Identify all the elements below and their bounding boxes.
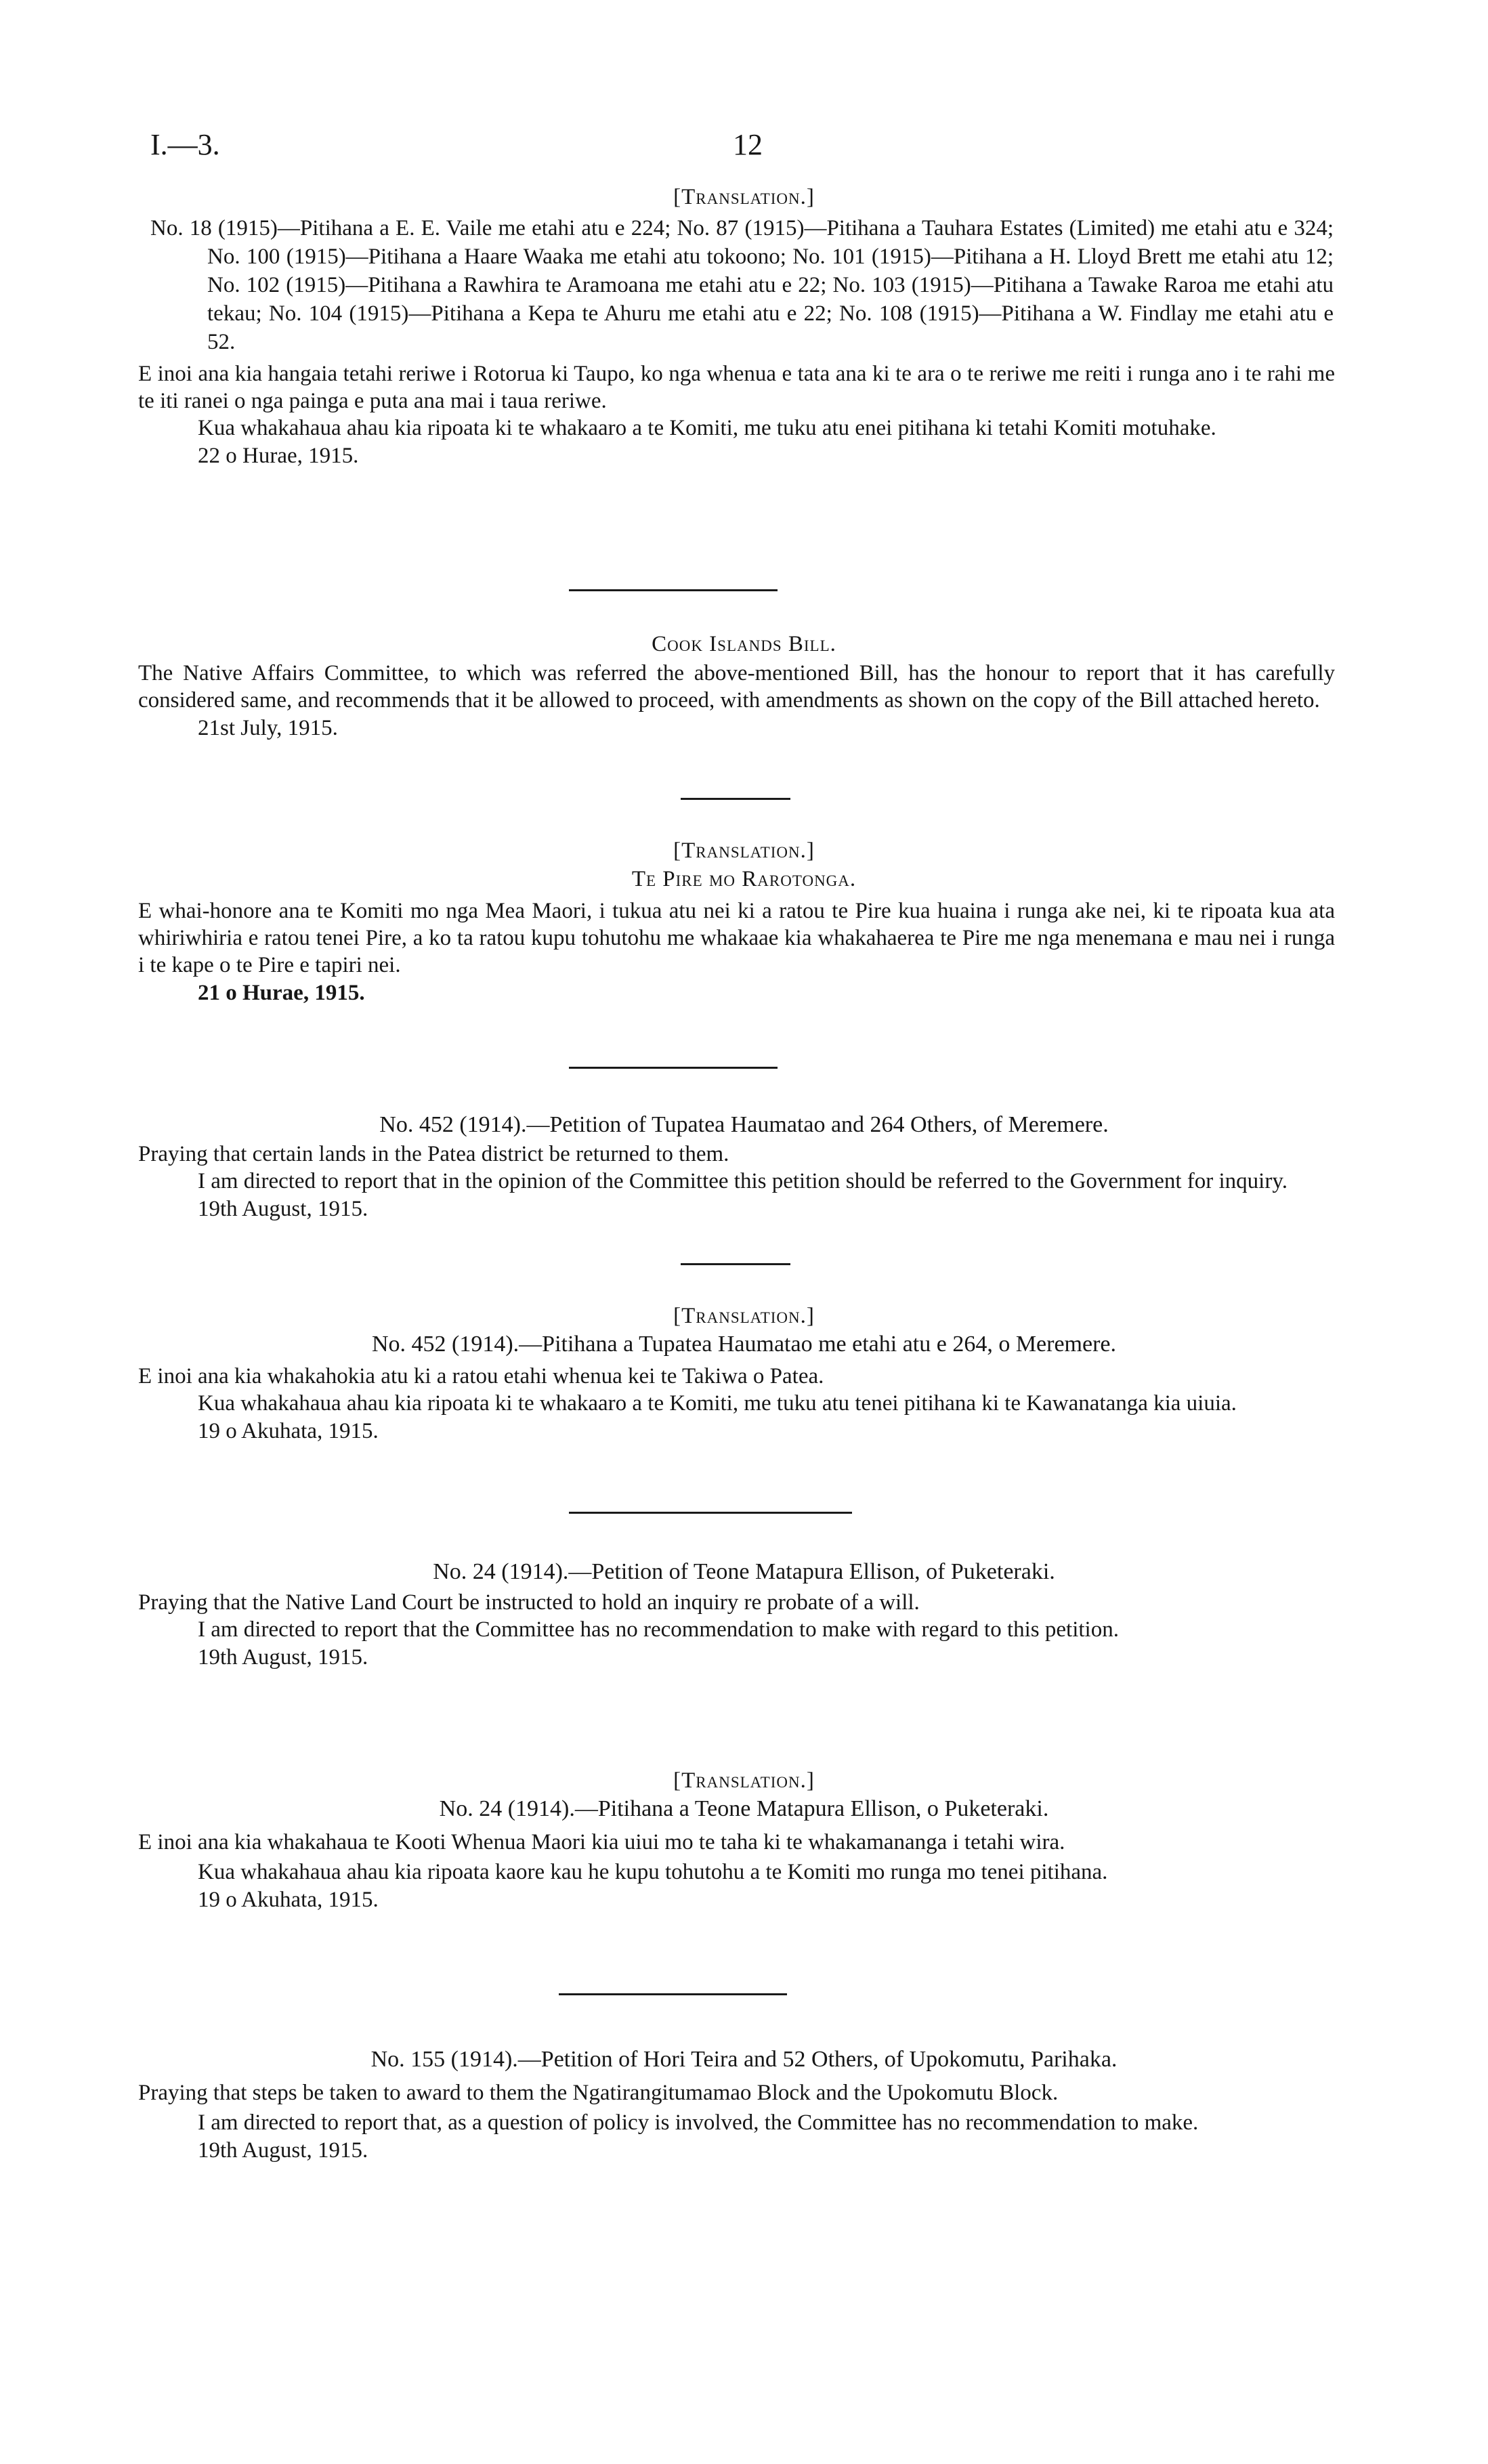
report-date: 19th August, 1915.: [198, 1645, 368, 1670]
translation-label: [Translation.]: [673, 185, 815, 209]
section-petition-24: [0, 1558, 1488, 1672]
section-translation-452: [0, 1302, 1488, 1445]
committee-report: I am directed to report that in the opinion of the Committee this petition should be referred to the Government for inquiry.: [198, 1169, 1288, 1193]
petition-prayer: E inoi ana kia whakahokia atu ki a ratou etahi whenua kei te Takiwa o Patea.: [138, 1364, 824, 1388]
petition-title: No. 452 (1914).—Pitihana a Tupatea Haumatao me etahi atu e 264, o Meremere.: [371, 1332, 1117, 1357]
section-translation-24: [0, 1766, 1488, 1914]
section-cook-islands-bill: [0, 630, 1488, 742]
petition-title: No. 452 (1914).—Petition of Tupatea Haumatao and 264 Others, of Meremere.: [379, 1112, 1109, 1137]
petitions-heading: No. 18 (1915)—Pitihana a E. E. Vaile me etahi atu e 224; No. 87 (1915)—Pitihana a Tauhara Estates (Limited) me etahi atu e 324; No. 100 (1915)—Pitihana a Haare Waaka me etahi atu tokoono; No. 101 (1915)—Pitihana a H. Lloyd Brett me etahi atu 12; No. 102 (1915)—Pitihana a Rawhira te Aramoana me etahi atu e 22; No. 103 (1915)—Pitihana a Tawake Raroa me etahi atu tekau; No. 104 (1915)—Pitihana a Kepa te Ahuru me etahi atu e 22; No. 108 (1915)—Pitihana a W. Findlay me etahi atu e 52.: [150, 216, 1334, 354]
petition-prayer: Praying that the Native Land Court be instructed to hold an inquiry re probate of a will.: [138, 1590, 920, 1615]
section-divider: [681, 798, 790, 800]
petition-title: No. 24 (1914).—Petition of Teone Matapura Ellison, of Puketeraki.: [433, 1559, 1055, 1584]
section-petition-155: [0, 2045, 1488, 2165]
section-petition-452: [0, 1111, 1488, 1223]
petition-prayer: E inoi ana kia hangaia tetahi reriwe i Rotorua ki Taupo, ko nga whenua e tata ana ki te ara o te reriwe me reiti i runga ano i te rahi me te iti ranei o nga painga e puta ana mai i taua reriwe.: [138, 362, 1335, 413]
section-divider: [569, 1067, 778, 1069]
section-divider: [681, 1263, 790, 1265]
committee-report: Kua whakahaua ahau kia ripoata ki te whakaaro a te Komiti, me tuku atu enei pitihana ki tetahi Komiti motuhake.: [198, 416, 1216, 440]
bill-report: E whai-honore ana te Komiti mo nga Mea Maori, i tukua atu nei ki a ratou te Pire kua huaina i runga ake nei, ki te ripoata kua ata whiriwhiria e ratou tenei Pire, a ko ta ratou kupu tohutohu me whakaae kia whakahaerea te Pire me nga menemana e mau nei i runga i te kape o te Pire e tapiri nei.: [138, 899, 1335, 977]
report-date: 21 o Hurae, 1915.: [198, 981, 365, 1005]
bill-report: The Native Affairs Committee, to which was referred the above-mentioned Bill, has the honour to report that it has carefully considered same, and recommends that it be allowed to proceed, with amendments as shown on the copy of the Bill attached hereto.: [138, 661, 1335, 713]
bill-title: Cook Islands Bill.: [652, 632, 836, 656]
committee-report: Kua whakahaua ahau kia ripoata kaore kau he kupu tohutohu a te Komiti mo runga mo tenei pitihana.: [198, 1860, 1108, 1884]
report-date: 19 o Akuhata, 1915.: [198, 1419, 379, 1443]
translation-label: [Translation.]: [673, 1304, 815, 1328]
report-date: 22 o Hurae, 1915.: [198, 444, 359, 468]
section-divider: [569, 1512, 852, 1514]
page-number: 12: [733, 128, 763, 161]
translation-label: [Translation.]: [673, 1768, 815, 1793]
petition-prayer: E inoi ana kia whakahaua te Kooti Whenua Maori kia uiui mo te taha ki te whakamananga i tetahi wira.: [138, 1830, 1065, 1854]
translation-label: [Translation.]: [673, 838, 815, 863]
committee-report: Kua whakahaua ahau kia ripoata ki te whakaaro a te Komiti, me tuku atu tenei pitihana ki te Kawanatanga kia uiuia.: [198, 1391, 1237, 1416]
section-divider: [569, 589, 778, 591]
report-date: 21st July, 1915.: [198, 716, 338, 740]
petition-prayer: Praying that certain lands in the Patea district be returned to them.: [138, 1142, 729, 1166]
section-translation-bill: [0, 836, 1488, 1007]
committee-report: I am directed to report that the Committee has no recommendation to make with regard to this petition.: [198, 1617, 1119, 1642]
petition-title: No. 155 (1914).—Petition of Hori Teira and 52 Others, of Upokomutu, Parihaka.: [370, 2047, 1118, 2072]
section-translation-railway: [0, 183, 1488, 470]
petition-prayer: Praying that steps be taken to award to them the Ngatirangitumamao Block and the Upokomutu Block.: [138, 2081, 1059, 2105]
petition-title: No. 24 (1914).—Pitihana a Teone Matapura Ellison, o Puketeraki.: [439, 1796, 1049, 1821]
report-date: 19th August, 1915.: [198, 2138, 368, 2163]
bill-title: Te Pire mo Rarotonga.: [631, 867, 857, 891]
page-reference: I.—3.: [150, 128, 220, 161]
report-date: 19 o Akuhata, 1915.: [198, 1888, 379, 1912]
section-divider: [559, 1993, 787, 1995]
report-date: 19th August, 1915.: [198, 1197, 368, 1221]
committee-report: I am directed to report that, as a question of policy is involved, the Committee has no recommendation to make.: [198, 2110, 1199, 2135]
